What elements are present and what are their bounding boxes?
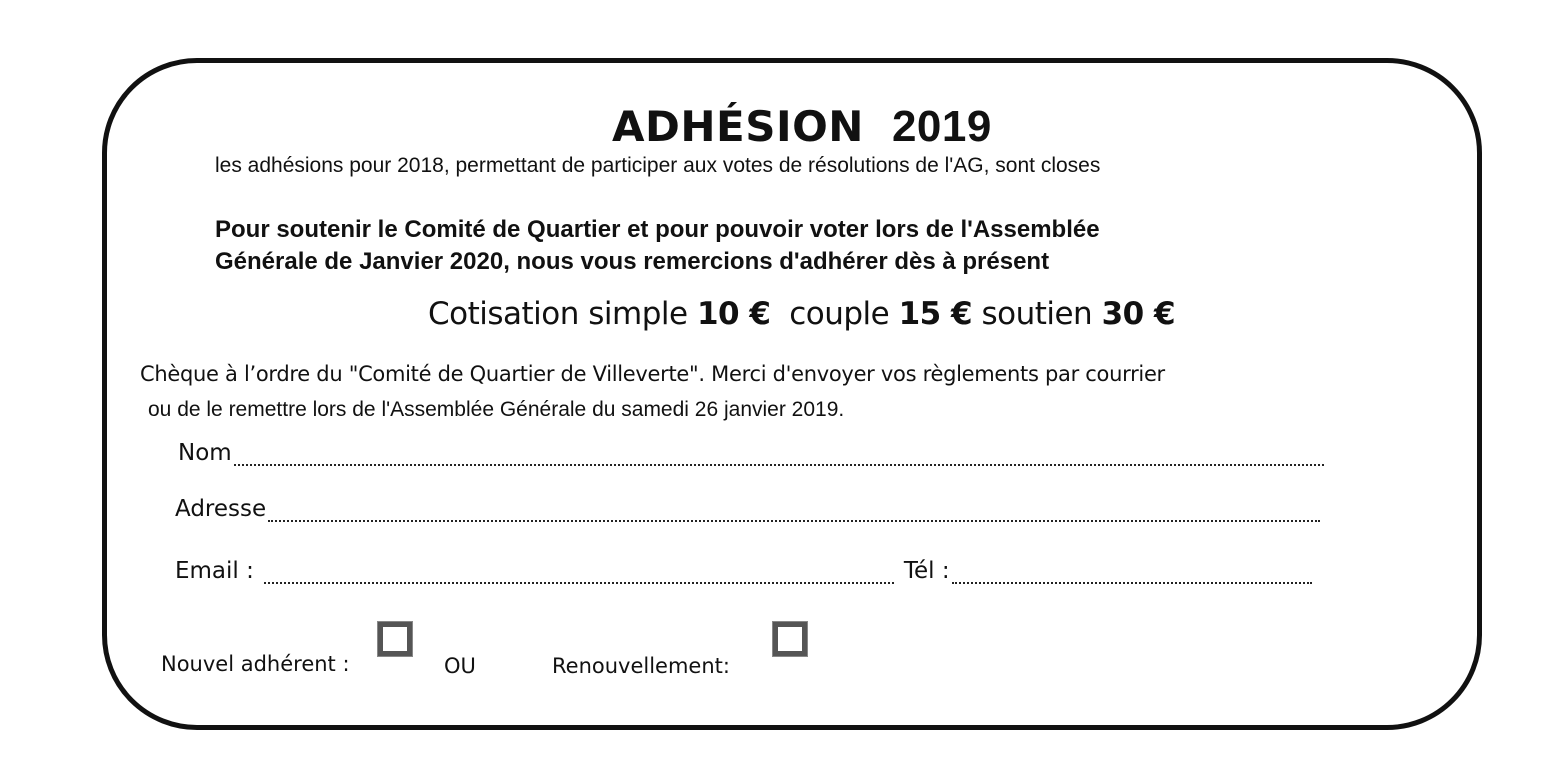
dues-soutien-label: soutien [981, 296, 1093, 332]
renouvellement-checkbox[interactable] [773, 622, 807, 656]
cheque-instructions: Chèque à l’ordre du "Comité de Quartier de Villeverte". Merci d'envoyer vos règlements par courrier [140, 362, 1165, 386]
nom-input-line[interactable] [234, 442, 1324, 466]
nom-field[interactable] [178, 440, 1324, 466]
nouvel-adherent-label: Nouvel adhérent : [161, 652, 350, 676]
adresse-label: Adresse [175, 496, 267, 522]
remit-instructions: ou de le remettre lors de l'Assemblée Générale du samedi 26 janvier 2019. [148, 398, 845, 421]
renouvellement-label: Renouvellement: [552, 654, 730, 678]
tel-label: Tél : [903, 558, 950, 584]
tel-input-line[interactable] [952, 560, 1312, 584]
email-label: Email : [175, 558, 254, 584]
dues-soutien-amount: 30 € [1101, 296, 1176, 332]
dues-line [428, 296, 1175, 332]
title-text: ADHÉSION [612, 102, 864, 151]
dues-simple-amount: 10 € [696, 296, 771, 332]
support-line-2: Générale de Janvier 2020, nous vous remercions d'adhérer dès à présent [215, 248, 1050, 275]
dues-couple-amount: 15 € [898, 296, 973, 332]
adresse-field[interactable] [175, 496, 1320, 522]
support-line-1: Pour soutenir le Comité de Quartier et pour pouvoir voter lors de l'Assemblée [215, 216, 1100, 243]
nouvel-adherent-checkbox[interactable] [378, 622, 412, 656]
page-title [612, 102, 992, 152]
closed-notice: les adhésions pour 2018, permettant de participer aux votes de résolutions de l'AG, sont closes [215, 154, 1101, 177]
email-input-line[interactable] [264, 560, 894, 584]
support-message [215, 214, 1100, 278]
nom-label: Nom [178, 440, 232, 466]
or-label: OU [444, 654, 476, 678]
title-year: 2019 [891, 102, 992, 151]
dues-prefix: Cotisation simple [428, 296, 688, 332]
contact-field-row [175, 558, 1312, 584]
dues-couple-label: couple [789, 296, 890, 332]
adresse-input-line[interactable] [268, 498, 1320, 522]
